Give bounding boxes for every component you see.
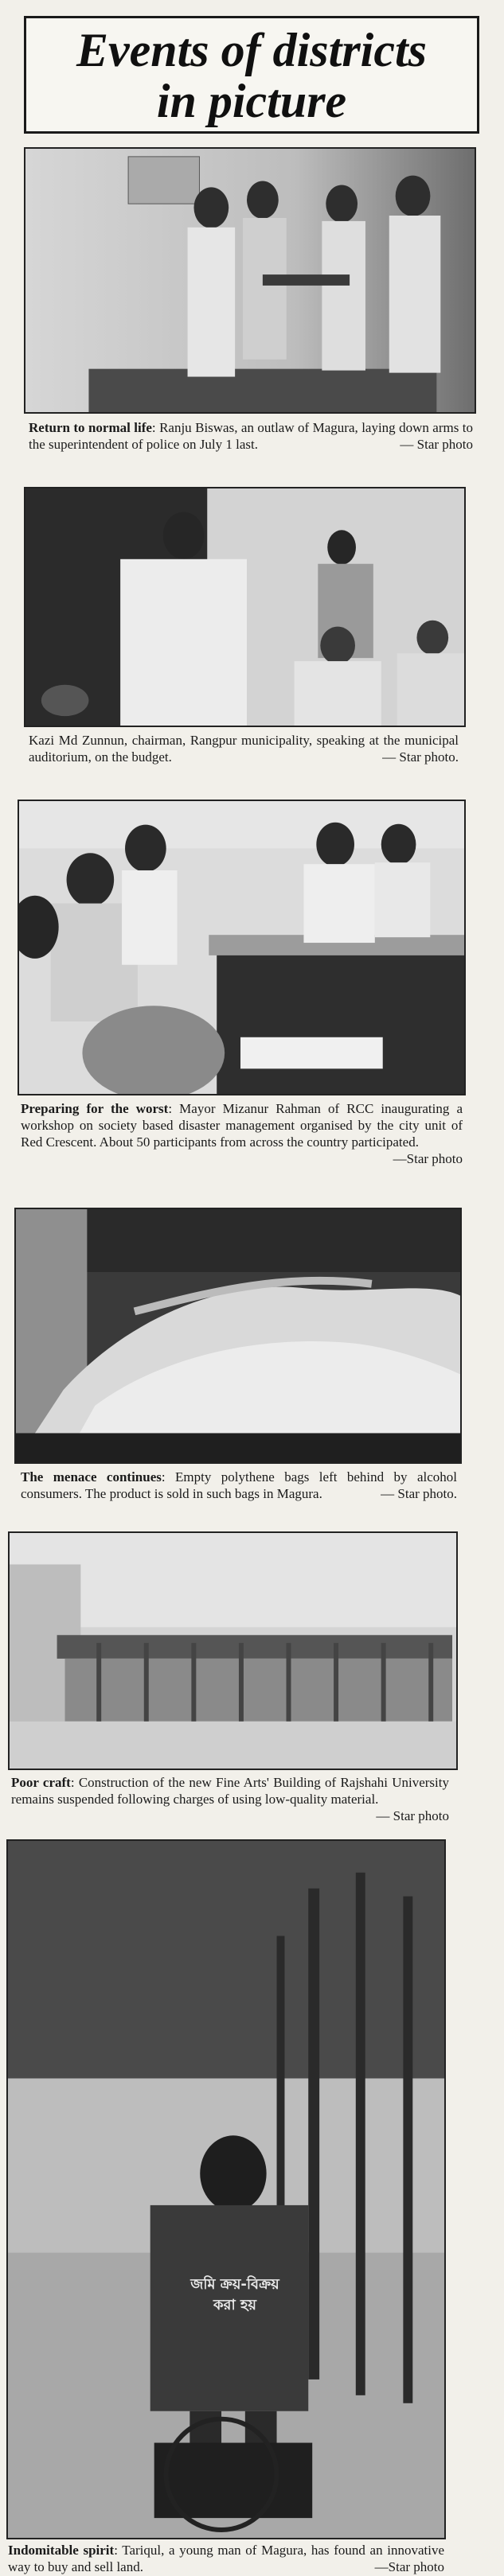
photo-credit: — Star photo bbox=[400, 437, 473, 452]
caption-fine-arts-building bbox=[11, 1774, 449, 1824]
caption-lead: Return to normal life bbox=[29, 420, 152, 435]
photo-arms-surrender bbox=[24, 147, 476, 414]
headline-line-2: in picture bbox=[156, 75, 347, 127]
caption-text: : Ranju Biswas, an outlaw of Magura, laying down arms to the superintendent of police on July 1 last. bbox=[29, 420, 474, 452]
caption-arms-surrender bbox=[29, 419, 473, 453]
photo-credit: — Star photo bbox=[376, 1808, 449, 1823]
caption-text: : Empty polythene bags left behind by alcohol consumers. The product is sold in such bags in Magura. bbox=[21, 1469, 458, 1501]
photo-credit: — Star photo. bbox=[382, 749, 459, 765]
caption-lead: Poor craft bbox=[11, 1775, 71, 1790]
photo-municipal-budget bbox=[24, 487, 466, 727]
caption-disaster-workshop bbox=[21, 1100, 463, 1167]
caption-municipal-budget bbox=[29, 732, 459, 765]
caption-lead: Preparing for the worst bbox=[21, 1101, 169, 1116]
caption-bicycle-man bbox=[8, 2542, 444, 2575]
photo-fine-arts-building bbox=[8, 1531, 458, 1770]
sign-line-1: জমি ক্রয়-বিক্রয় bbox=[190, 2276, 279, 2293]
headline-box bbox=[24, 16, 479, 134]
caption-text: : Tariqul, a young man of Magura, has found an innovative way to buy and sell land. bbox=[8, 2543, 444, 2574]
caption-lead: Indomitable spirit bbox=[8, 2543, 115, 2558]
photo-credit: —Star photo bbox=[374, 2559, 444, 2574]
caption-polythene-bags bbox=[21, 1469, 457, 1502]
headline-line-1: Events of districts bbox=[76, 24, 427, 76]
photo-polythene-bags bbox=[14, 1208, 462, 1464]
sign-line-2: করা হয় bbox=[213, 2297, 257, 2313]
caption-text: : Construction of the new Fine Arts' Building of Rajshahi University remains suspended following charges of using low-quality material. bbox=[11, 1775, 449, 1807]
caption-text: Kazi Md Zunnun, chairman, Rangpur municipality, speaking at the municipal auditorium, on the budget. bbox=[29, 733, 459, 765]
photo-credit: —Star photo bbox=[393, 1151, 463, 1166]
photo-disaster-workshop bbox=[18, 800, 466, 1095]
caption-text: : Mayor Mizanur Rahman of RCC inaugurating a workshop on society based disaster management organised by the city unit of Red Crescent. About 50 participants from across the country participated. bbox=[21, 1101, 463, 1150]
photo-bicycle-man bbox=[6, 1839, 446, 2539]
photo-credit: — Star photo. bbox=[381, 1486, 457, 1501]
caption-lead: The menace continues bbox=[21, 1469, 162, 1485]
land-sale-sign bbox=[159, 2267, 311, 2323]
